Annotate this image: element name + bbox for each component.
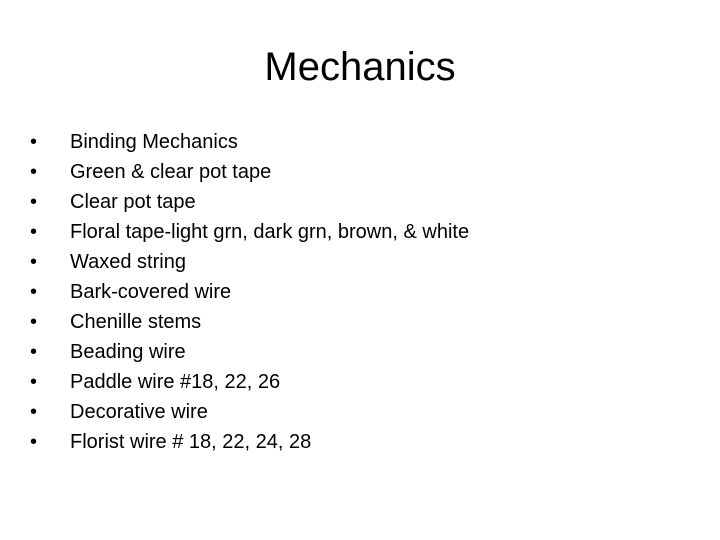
- list-item: [30, 397, 690, 427]
- list-item: [30, 217, 690, 247]
- bullet-icon: •: [30, 401, 38, 423]
- list-item-text: Paddle wire #18, 22, 26: [70, 371, 281, 393]
- bullet-icon: •: [30, 161, 38, 183]
- slide-title: Mechanics: [264, 45, 456, 89]
- bullet-icon: •: [30, 131, 38, 153]
- list-item: [30, 337, 690, 367]
- list-item-text: Beading wire: [70, 341, 186, 363]
- list-item-text: Clear pot tape: [70, 191, 196, 213]
- list-item-text: Floral tape-light grn, dark grn, brown, & white: [70, 221, 470, 243]
- list-item-text: Bark-covered wire: [70, 281, 232, 303]
- list-item: [30, 307, 690, 337]
- list-item-text: Green & clear pot tape: [70, 161, 272, 183]
- bullet-icon: •: [30, 221, 38, 243]
- bullet-icon: •: [30, 341, 38, 363]
- list-item-text: Florist wire # 18, 22, 24, 28: [70, 431, 312, 453]
- list-item: [30, 247, 690, 277]
- bullet-icon: •: [30, 311, 38, 333]
- list-item: [30, 157, 690, 187]
- list-item: [30, 127, 690, 157]
- list-item-text: Chenille stems: [70, 311, 202, 333]
- bullet-icon: •: [30, 191, 38, 213]
- list-item-text: Decorative wire: [70, 401, 208, 423]
- bullet-icon: •: [30, 251, 38, 273]
- list-item: [30, 277, 690, 307]
- list-item: [30, 187, 690, 217]
- bullet-list: [30, 127, 690, 457]
- bullet-icon: •: [30, 431, 38, 453]
- list-item: [30, 367, 690, 397]
- list-item-text: Binding Mechanics: [70, 131, 238, 153]
- bullet-icon: •: [30, 281, 38, 303]
- list-item-text: Waxed string: [70, 251, 186, 273]
- bullet-icon: •: [30, 371, 38, 393]
- list-item: [30, 427, 690, 457]
